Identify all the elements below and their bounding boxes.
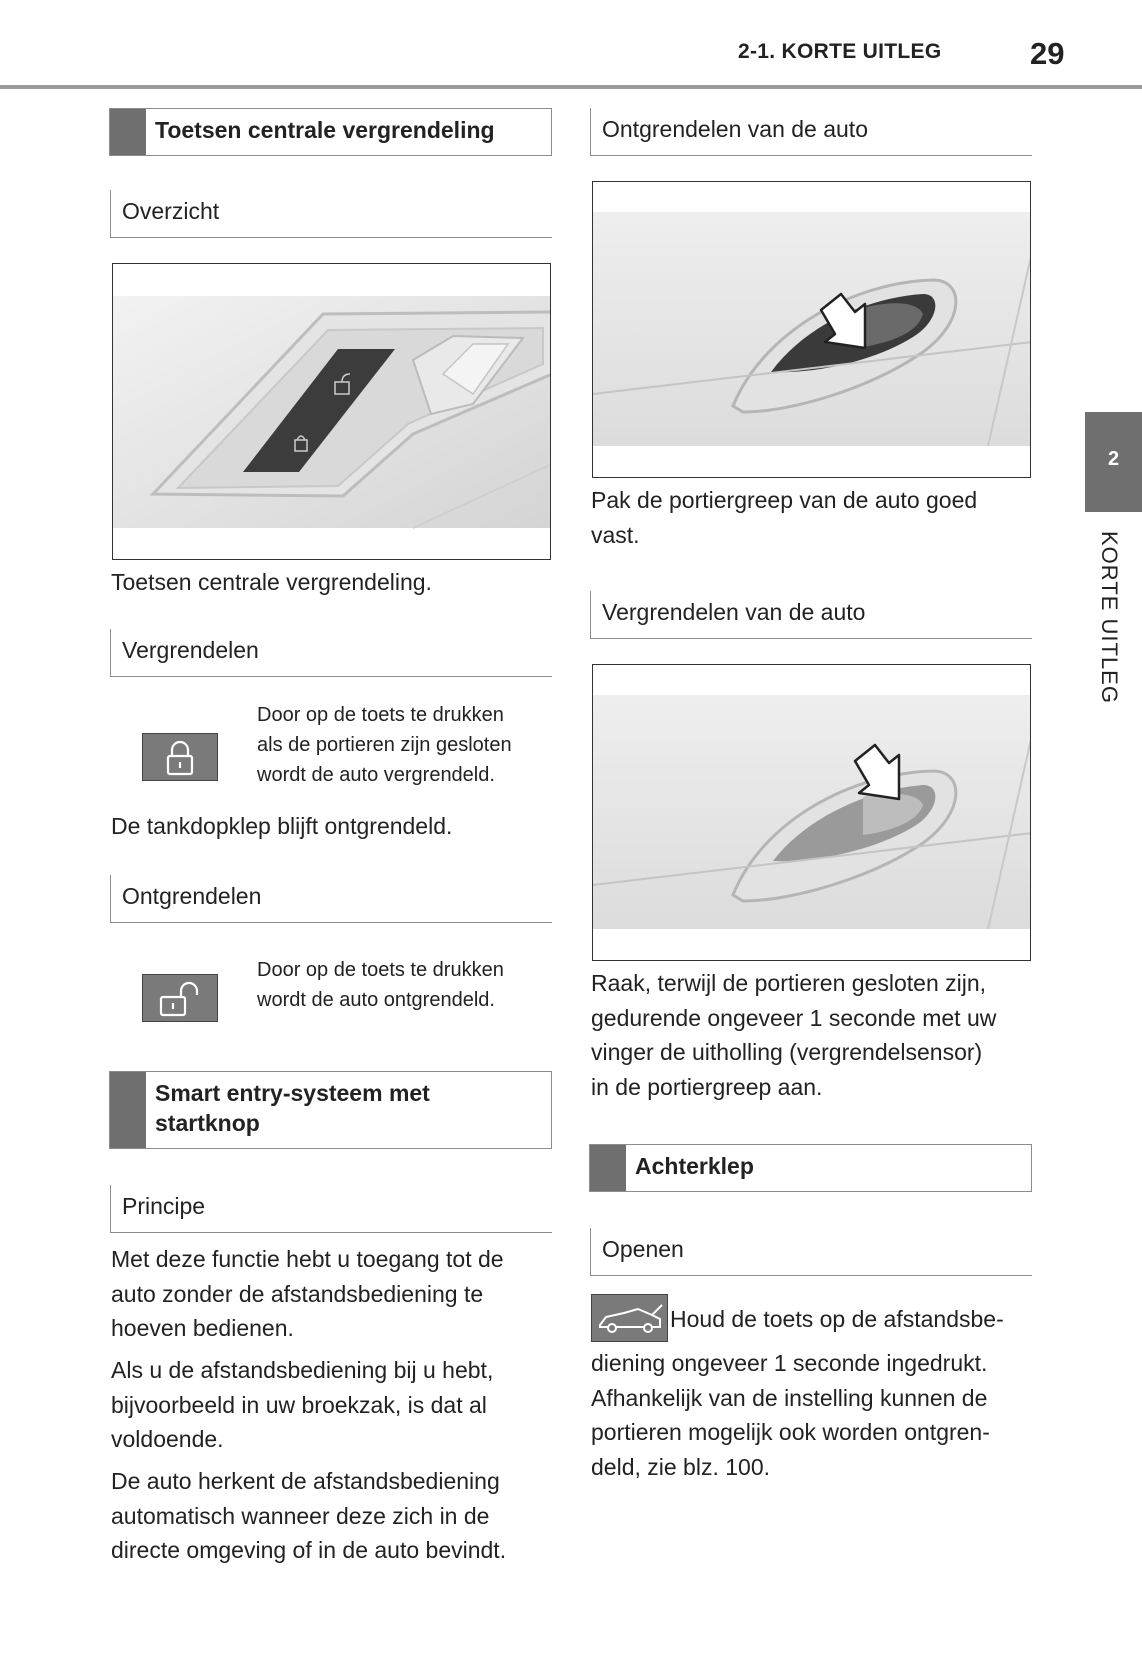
subheading-overzicht [110, 190, 552, 238]
text-line: als de portieren zijn gesloten [257, 734, 512, 756]
subheading-principe [110, 1185, 552, 1233]
subheading-vergrendelen [110, 629, 552, 677]
header-divider [0, 85, 1142, 89]
text-line: auto zonder de afstandsbediening te [111, 1280, 484, 1307]
subheading-ontgrendelen-auto [590, 108, 1032, 156]
section-heading-marker [110, 1072, 146, 1148]
sensor-instruction [591, 966, 996, 1104]
subheading-vergrendelen-auto [590, 591, 1032, 639]
subheading-ontgrendelen [110, 875, 552, 923]
tank-note: De tankdopklep blijft ontgrendeld. [111, 813, 453, 839]
lock-open-icon [142, 974, 218, 1022]
text-line: vinger de uitholling (vergrendelsensor) [591, 1039, 983, 1065]
text-line: voldoende. [111, 1426, 224, 1452]
section-heading-achterklep [589, 1144, 1032, 1192]
subheading-text: Ontgrendelen [122, 883, 262, 909]
text-line: vast. [591, 521, 640, 548]
section-heading-marker [590, 1145, 626, 1191]
section-heading-text: Achterklep [635, 1153, 754, 1179]
openen-first-line: Houd de toets op de afstandsbe- [670, 1306, 1004, 1332]
figure-caption: Toetsen centrale vergrendeling. [111, 569, 432, 595]
principe-paragraph-1 [111, 1242, 504, 1346]
text-line: gedurende ongeveer 1 seconde met uw [591, 1004, 997, 1031]
subheading-text: Vergrendelen van de auto [602, 599, 866, 625]
vergrendelen-description [257, 700, 512, 790]
section-heading-text: Toetsen centrale vergrendeling [155, 117, 495, 143]
figure-unlock-door-handle [592, 181, 1031, 478]
text-line: diening ongeveer 1 seconde ingedrukt. [591, 1350, 988, 1376]
chapter-tab-number: 2 [1107, 448, 1120, 470]
section-heading-central-locking [109, 108, 552, 156]
page-number: 29 [1030, 36, 1065, 71]
text-line: wordt de auto ontgrendeld. [257, 989, 495, 1011]
text-line: deld, zie blz. 100. [591, 1453, 771, 1480]
text-line: Pak de portiergreep van de auto goed [591, 487, 978, 513]
figure-central-locking-buttons [112, 263, 551, 560]
running-header-section: 2-1. KORTE UITLEG [738, 40, 942, 63]
door-handle-illustration [113, 264, 551, 560]
subheading-text: Openen [602, 1236, 684, 1262]
subheading-text: Vergrendelen [122, 637, 259, 663]
section-heading-marker [110, 109, 146, 155]
text-line: Als u de afstandsbediening bij u hebt, [111, 1357, 494, 1383]
subheading-text: Principe [122, 1193, 206, 1219]
figure-lock-door-handle [592, 664, 1031, 961]
car-tailgate-icon [591, 1294, 668, 1342]
text-line: automatisch wanneer deze zich in de [111, 1502, 490, 1529]
text-line: Met deze functie hebt u toegang tot de [111, 1246, 504, 1272]
text-line: hoeven bedienen. [111, 1315, 294, 1341]
text-line: Door op de toets te drukken [257, 959, 504, 981]
door-handle-grip-illustration [593, 182, 1031, 478]
text-line: bijvoorbeeld in uw broekzak, is dat al [111, 1391, 487, 1418]
ontgrendelen-description [257, 955, 504, 1015]
openen-description [591, 1346, 990, 1484]
lock-closed-icon [142, 733, 218, 781]
text-line: De auto herkent de afstandsbediening [111, 1468, 500, 1494]
text-line: portieren mogelijk ook worden ontgren- [591, 1419, 990, 1445]
heading-line: Smart entry-systeem met [155, 1080, 430, 1106]
principe-paragraph-2 [111, 1353, 493, 1457]
text-line: wordt de auto vergrendeld. [257, 764, 495, 786]
section-heading-text [155, 1078, 543, 1138]
text-line: directe omgeving of in de auto bevindt. [111, 1537, 507, 1563]
subheading-text: Ontgrendelen van de auto [602, 116, 868, 142]
section-heading-smart-entry [109, 1071, 552, 1149]
text-line: in de portiergreep aan. [591, 1073, 823, 1100]
text-line: Door op de toets te drukken [257, 704, 504, 726]
grip-instruction [591, 483, 977, 552]
chapter-tab-label: KORTE UITLEG [1097, 531, 1122, 704]
door-handle-sensor-illustration [593, 665, 1031, 961]
subheading-text: Overzicht [122, 198, 220, 224]
subheading-openen [590, 1228, 1032, 1276]
principe-paragraph-3 [111, 1464, 506, 1568]
text-line: Raak, terwijl de portieren gesloten zijn, [591, 970, 987, 996]
text-line: Afhankelijk van de instelling kunnen de [591, 1384, 988, 1411]
heading-line: startknop [155, 1110, 260, 1136]
